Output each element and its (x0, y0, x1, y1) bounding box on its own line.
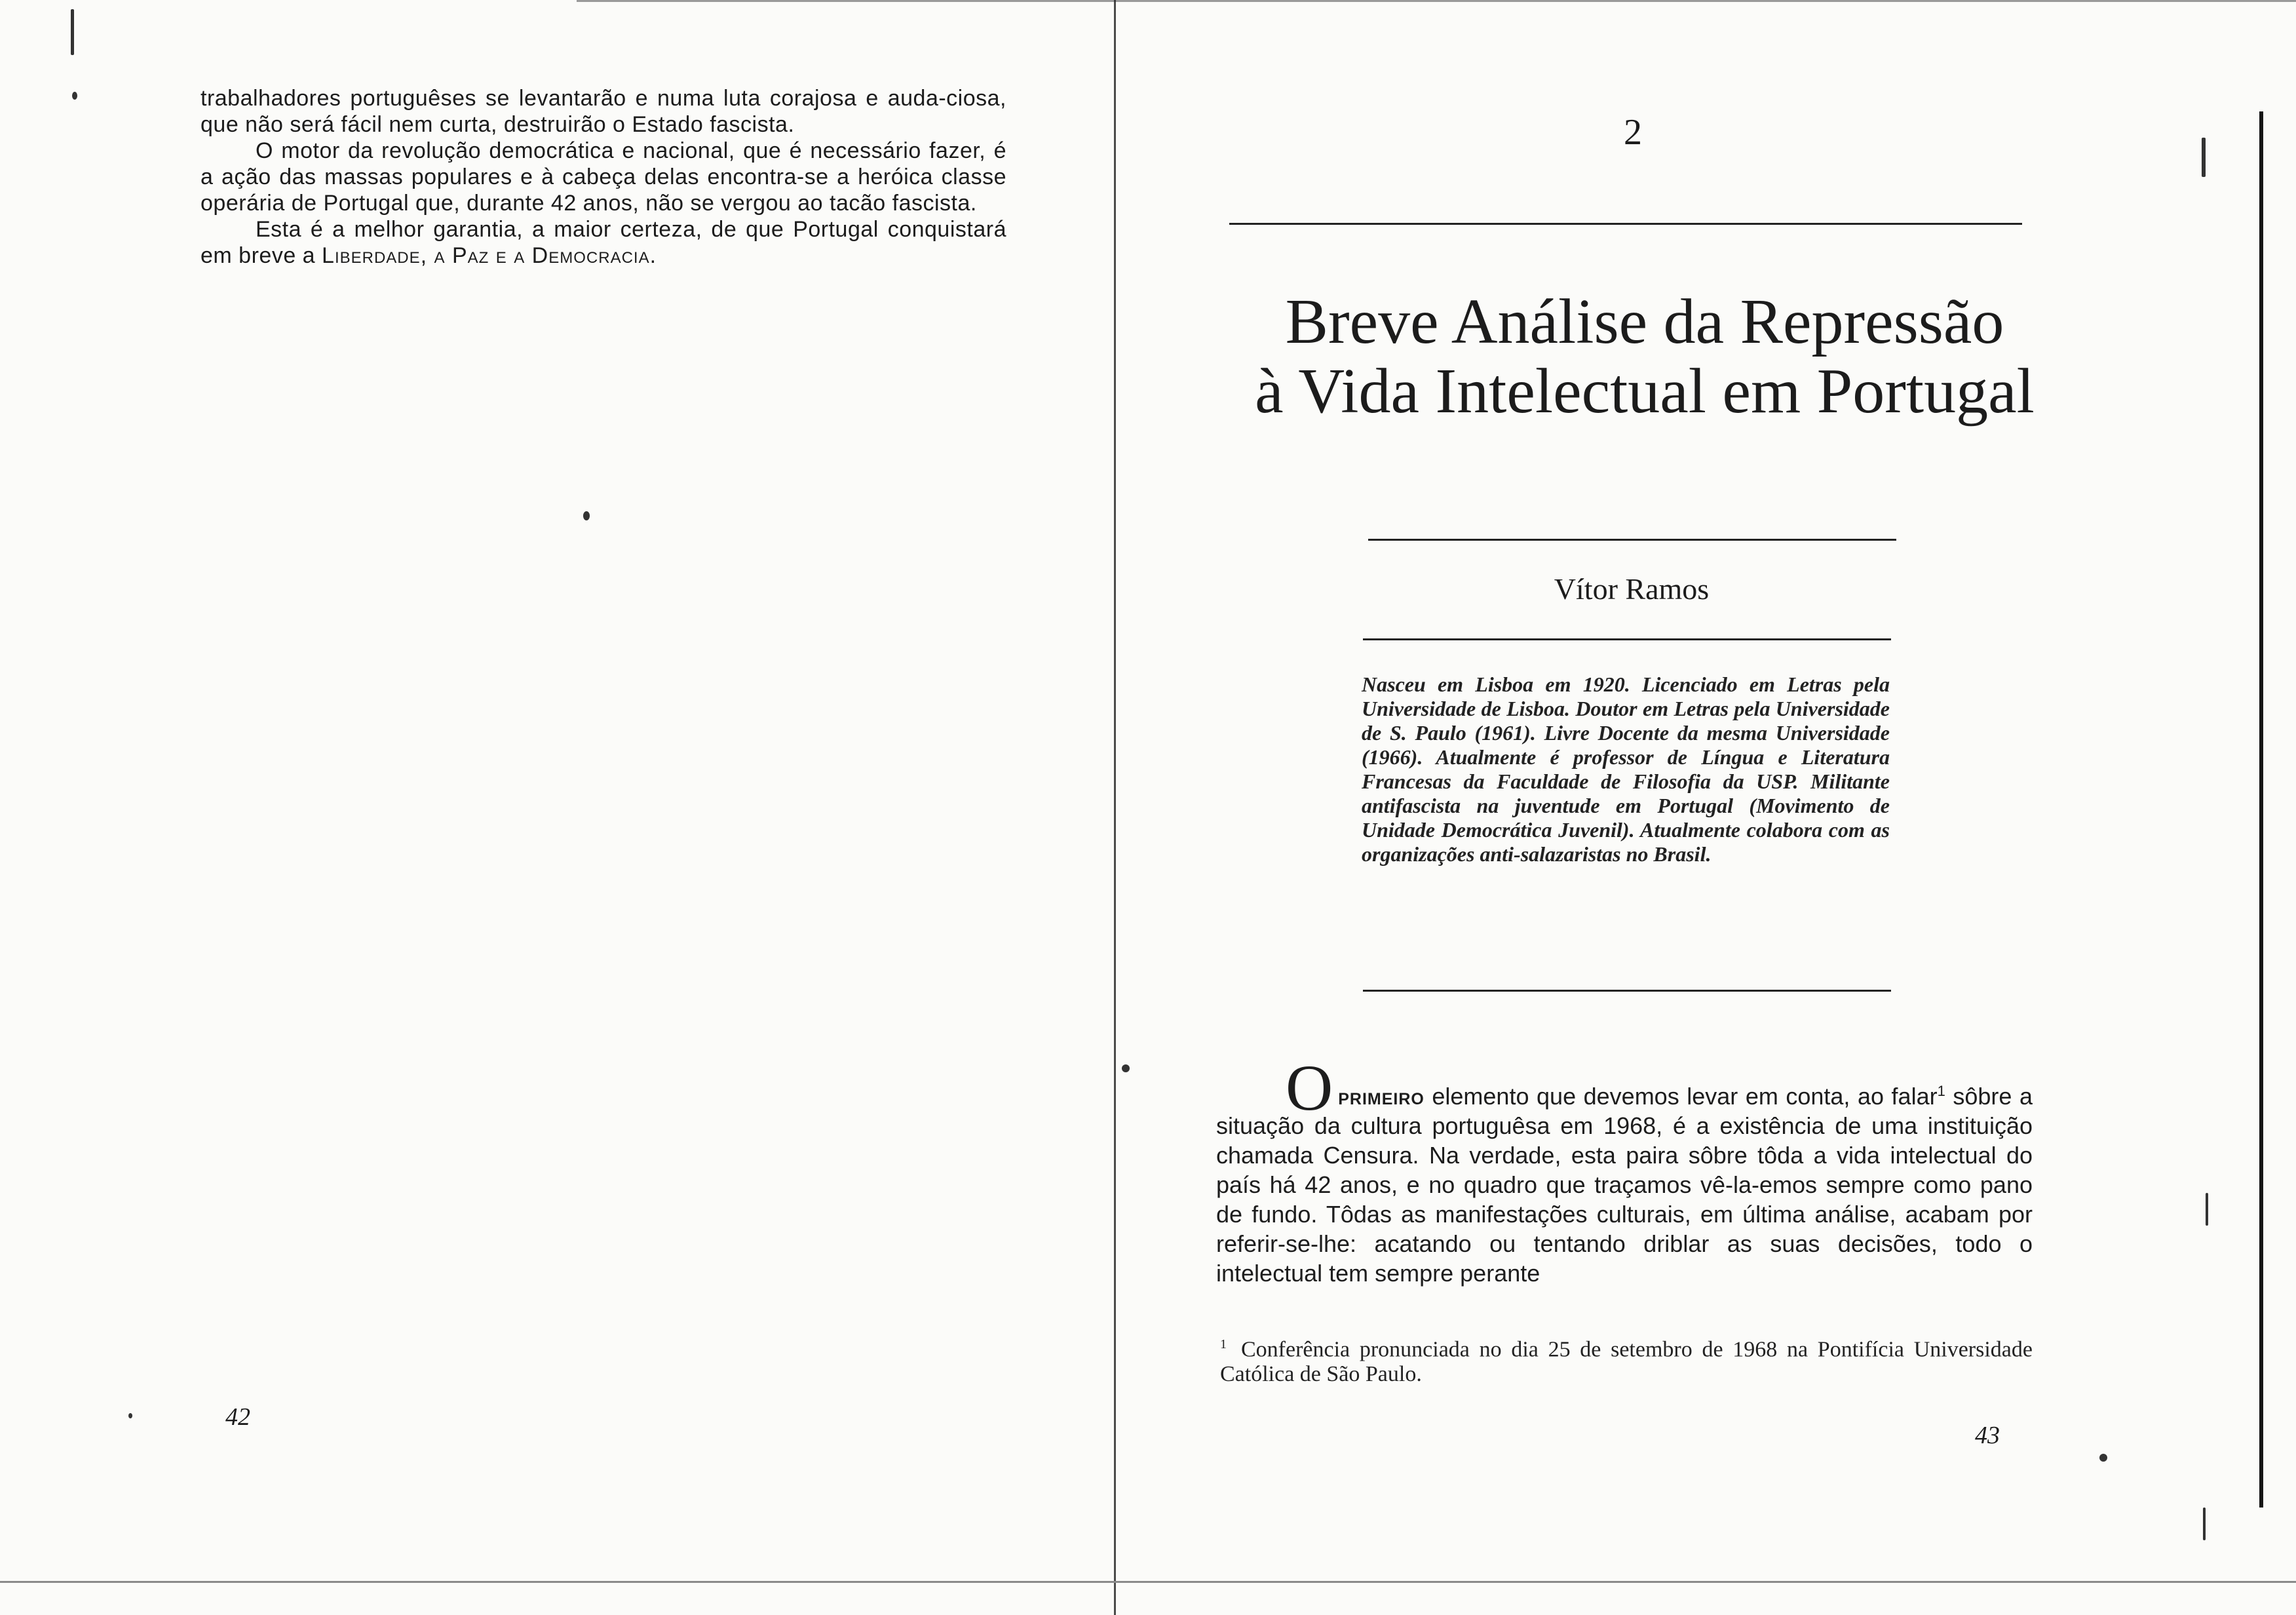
drop-cap: O (1286, 1051, 1333, 1124)
body-smallcaps-opening: primeiro (1338, 1083, 1425, 1110)
author-rule-bottom (1363, 638, 1891, 640)
footnote-mark: 1 (1220, 1337, 1227, 1352)
body-continuation: sôbre a situação da cultura portuguêsa em 1968, é a existência de uma instituição chamada Censura. Na verdade, esta paira sôbre tôda a vida intelectual do país há 42 anos, e no quadro que traçamos vê-la-emos sempre como pano de fundo. Tôdas as manifestações culturais, em última análise, acabam por referir-se-lhe: acatando ou tentando driblar as suas decisões, todo o intelectual tem sempre perante (1216, 1083, 2033, 1287)
left-paragraph-3-smallcaps: Liberdade, a Paz e a Democracia. (322, 243, 657, 268)
chapter-title (1219, 287, 2071, 426)
author-name: Vítor Ramos (1554, 572, 1710, 606)
left-paragraph-1: trabalhadores portuguêses se levantarão e numa luta corajosa e auda-ciosa, que não será fácil nem curta, destruirão o Estado fascista. (201, 86, 1006, 137)
author-rule-top (1368, 539, 1896, 541)
left-paragraph-3-start: Esta é a melhor garantia, a maior certeza, de que Portugal conquistará em breve a (201, 217, 1006, 268)
left-paragraph-3 (201, 216, 1006, 269)
footnote-text: Conferência pronunciada no dia 25 de setembro de 1968 na Pontifícia Universidade Católica de São Paulo. (1220, 1337, 2033, 1387)
chapter-rule (1229, 223, 2022, 225)
author-bio: Nasceu em Lisboa em 1920. Licenciado em Letras pela Universidade de Lisboa. Doutor em Letras pela Universidade de S. Paulo (1961). Livre Docente da mesma Universidade (1966). Atualmente é professor de Língua e Literatura Francesas da Faculdade de Filosofia da USP. Militante antifascista na juventude em Portugal (Movimento de Unidade Democrática Juvenil). Atualmente colabora com as organizações anti-salazaristas no Brasil. (1362, 672, 1890, 866)
chapter-body (1216, 1051, 2033, 1288)
scan-top-edge (577, 0, 2296, 2)
body-opening-rest: elemento que devemos levar em conta, ao falar (1424, 1083, 1938, 1110)
book-spine (1114, 0, 1116, 1615)
chapter-number: 2 (1624, 112, 1642, 153)
left-paragraph-2: O motor da revolução democrática e nacional, que é necessário fazer, é a ação das massas populares e à cabeça delas encontra-se a heróica classe operária de Portugal que, durante 42 anos, não se vergou ao tacão fascista. (201, 138, 1006, 216)
scan-bottom-edge (0, 1581, 2296, 1583)
chapter-title-line-1: Breve Análise da Repressão (1285, 286, 2004, 357)
page-number-left: 42 (225, 1403, 250, 1431)
left-page-text (201, 85, 1006, 269)
bio-rule (1363, 990, 1891, 992)
scan-right-edge (2259, 111, 2263, 1508)
chapter-title-line-2: à Vida Intelectual em Portugal (1255, 356, 2035, 427)
page-number-right: 43 (1975, 1422, 2000, 1449)
footnote (1220, 1332, 2033, 1387)
footnote-reference: 1 (1937, 1083, 1945, 1099)
